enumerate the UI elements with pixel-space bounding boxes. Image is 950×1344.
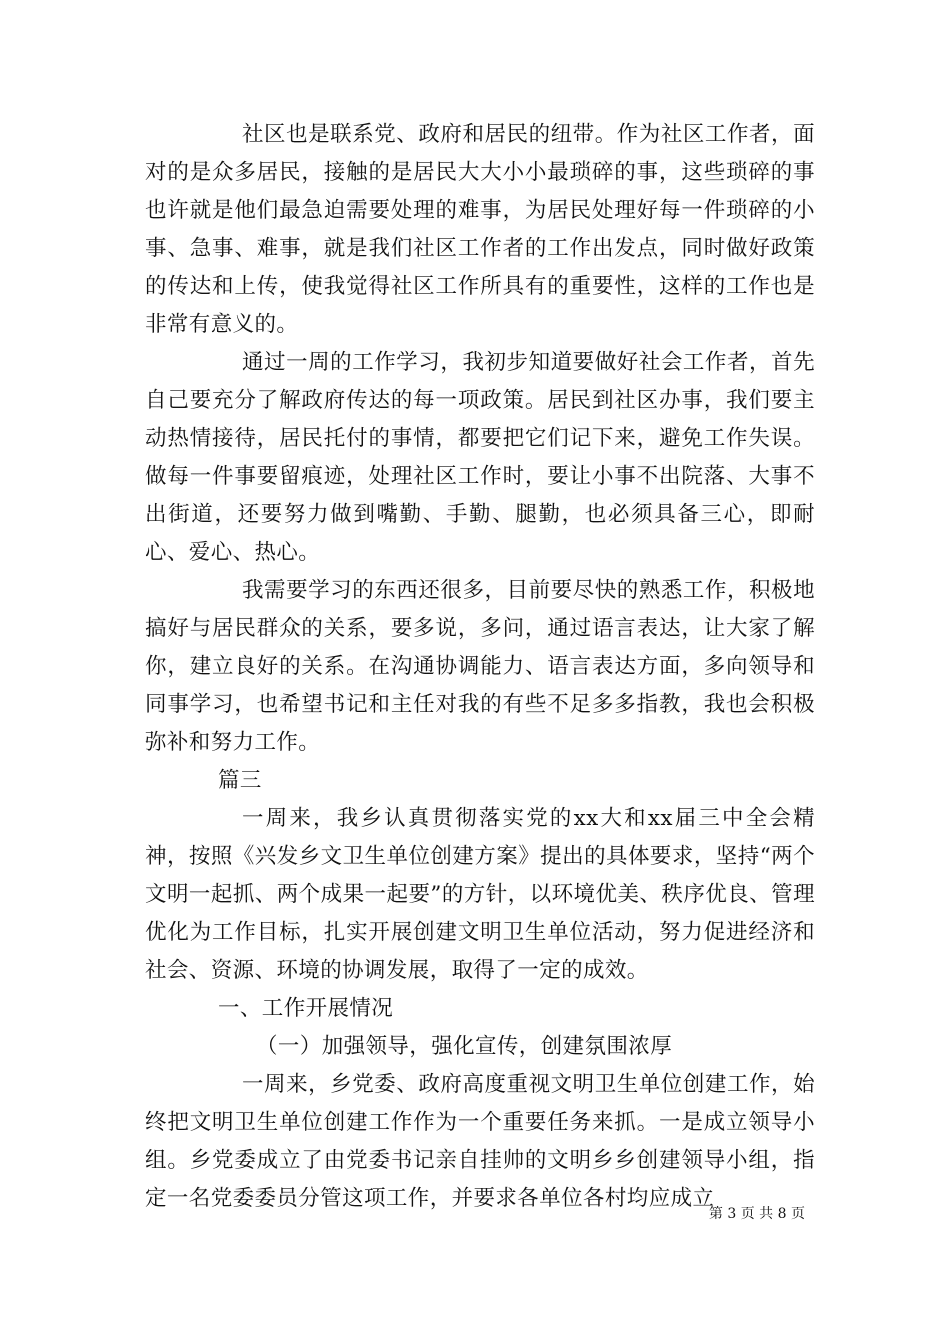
paragraph-learning-goals: 我需要学习的东西还很多，目前要尽快的熟悉工作，积极地搞好与居民群众的关系，要多说，多问，通过语言表达，让大家了解你，建立良好的关系。在沟通协调能力、语言表达方面，多向领导和同事学习，也希望书记和主任对我的有些不足多多指教，我也会积极弥补和努力工作。 — [145, 578, 815, 755]
paragraph-leadership-detail: 一周来，乡党委、政府高度重视文明卫生单位创建工作，始终把文明卫生单位创建工作作为一个重要任务来抓。一是成立领导小组。乡党委成立了由党委书记亲自挂帅的文明乡乡创建领导小组，指定一名党委委员分管这项工作，并要求各单位各村均应成立 — [145, 1072, 815, 1211]
document-body — [145, 116, 815, 1218]
section-title: 篇三 — [218, 768, 262, 793]
paragraph-weekly-study: 通过一周的工作学习，我初步知道要做好社会工作者，首先自己要充分了解政府传达的每一项政策。居民到社区办事，我们要主动热情接待，居民托付的事情，都要把它们记下来，避免工作失误。做每一件事要留痕迹，处理社区工作时，要让小事不出院落、大事不出街道，还要努力做到嘴勤、手勤、腿勤，也必须具备三心，即耐心、爱心、热心。 — [145, 350, 815, 565]
paragraph-community-bond: 社区也是联系党、政府和居民的纽带。作为社区工作者，面对的是众多居民，接触的是居民大大小小最琐碎的事，这些琐碎的事也许就是他们最急迫需要处理的难事，为居民处理好每一件琐碎的小事、急事、难事，就是我们社区工作者的工作出发点，同时做好政策的传达和上传，使我觉得社区工作所具有的重要性，这样的工作也是非常有意义的。 — [145, 122, 815, 337]
paragraph-township-summary: 一周来，我乡认真贯彻落实党的xx大和xx届三中全会精神，按照《兴发乡文卫生单位创建方案》提出的具体要求，坚持“两个文明一起抓、两个成果一起要”的方针，以环境优美、秩序优良、管理优化为工作目标，扎实开展创建文明卫生单位活动，努力促进经济和社会、资源、环境的协调发展，取得了一定的成效。 — [145, 806, 815, 983]
page-number: 第 3 页 共 8 页 — [708, 1206, 805, 1222]
heading-work-progress: 一、工作开展情况 — [218, 996, 394, 1021]
heading-leadership: （一）加强领导，强化宣传，创建氛围浓厚 — [256, 1034, 673, 1059]
